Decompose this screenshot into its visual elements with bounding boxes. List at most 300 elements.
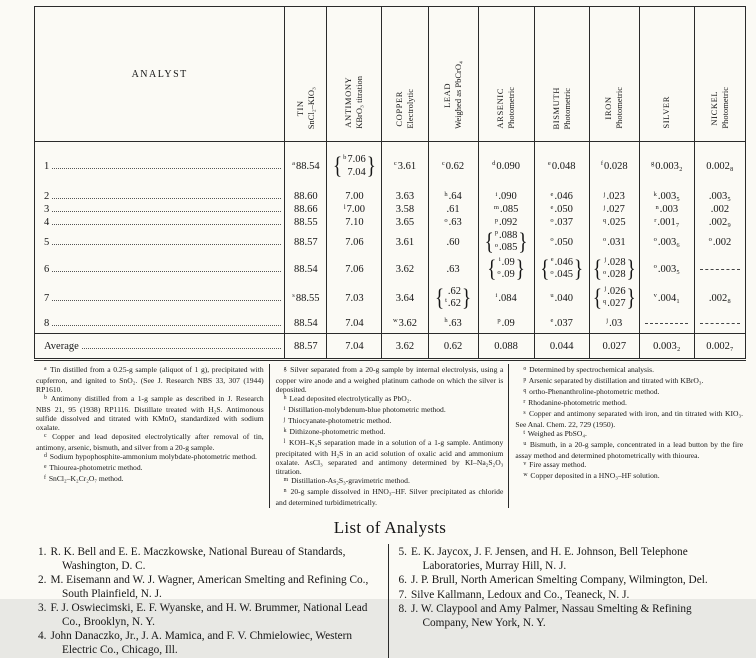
rotated-header-text [394, 89, 416, 129]
analyst-entry-number: 8. [398, 603, 407, 615]
rotated-header-text [442, 61, 464, 129]
no-value-dash [700, 269, 739, 270]
analyst-entry: 1. R. K. Bell and E. E. Maczkowske, National Bureau of Standards, Washington, D. C. [38, 546, 346, 572]
footnote-mark: l [283, 438, 286, 445]
column-method-name: Photometric [614, 87, 625, 129]
cell-value: $^p$.09 [497, 317, 515, 329]
table-header-row [35, 7, 746, 142]
footnote-mark: m [283, 476, 289, 483]
cell-value: $^j$.028 [604, 256, 626, 268]
cell-nickel [694, 203, 745, 216]
footnote-mark: e [44, 463, 47, 470]
analyst-leader-line [36, 237, 283, 248]
footnote-mark: o [550, 268, 554, 276]
cell-value: $^p$.088 [494, 229, 518, 241]
cell-value: $^h$.63 [444, 317, 462, 329]
cell-analyst [35, 190, 285, 203]
footnote-mark: b [44, 394, 47, 401]
cell-iron [589, 283, 639, 313]
footnote-mark: o [653, 263, 657, 270]
cell-value: $^p$.092 [494, 216, 518, 228]
cell-value: 0.62 [443, 340, 463, 352]
footnote-mark: g [283, 365, 287, 372]
footnote-mark: i [283, 405, 286, 412]
footnote-mark: r [654, 216, 657, 224]
footnote-mark: s [292, 292, 295, 299]
cell-iron [589, 142, 639, 191]
footnote-column-1 [34, 364, 269, 508]
analyst-number: 1 [44, 160, 50, 172]
cell-value: $^v$.004₁ [653, 292, 680, 304]
cell-value: 3.58 [395, 204, 415, 215]
footnote-mark: o [602, 236, 607, 243]
left-brace: { [332, 152, 343, 180]
cell-value: $^c$0.62 [441, 160, 465, 172]
cell-value: $^w$3.62 [392, 317, 418, 329]
cell-value: $^o$.031 [602, 236, 626, 248]
cell-antimony [327, 142, 382, 191]
cell-lead [428, 203, 478, 216]
cell-antimony [327, 313, 382, 334]
column-element-name: IRON [603, 96, 614, 120]
footnote-mark: p [523, 376, 527, 383]
pair-lines [550, 257, 573, 282]
cell-value: 3.64 [395, 292, 415, 304]
left-brace: { [592, 284, 602, 312]
footnote: $^q$ ortho-Phenanthroline-photometric method. [523, 387, 660, 396]
footnote-mark: q [523, 387, 527, 394]
footnote-mark: l [343, 203, 346, 211]
footnote: $^o$ Determined by spectrochemical analysis. [523, 365, 654, 374]
cell-analyst [35, 203, 285, 216]
cell-value: .63 [446, 263, 460, 275]
analyst-leader-line [36, 204, 283, 215]
cell-bismuth [534, 283, 589, 313]
footnote-mark: k [653, 190, 657, 198]
footnote: $^r$ Rhodanine-photometric method. [523, 398, 627, 407]
cell-copper [382, 283, 428, 313]
analyst-entry: 2. M. Eisemann and W. J. Wagner, American Smelting and Refining Co., South Plainfield, N. J. [38, 574, 369, 600]
column-element-name: ARSENIC [495, 87, 506, 129]
dotted-leader [52, 269, 281, 272]
footnote: $^w$ Copper deposited in a HNO₃–HF solution. [523, 471, 660, 480]
braced-value-pair [430, 286, 477, 310]
analyst-list-title: List of Analysts [333, 518, 447, 537]
cell-value: 88.54 [294, 317, 318, 329]
cell-value: $^c$3.61 [393, 160, 417, 172]
column-method-name: Photometric [561, 86, 572, 129]
footnote-mark: p [497, 317, 501, 324]
column-method-name: Photometric [506, 87, 517, 129]
column-element-name: LEAD [442, 82, 453, 108]
left-brace: { [487, 255, 497, 283]
analyst-leader-line [36, 293, 283, 304]
cell-value: 88.57 [294, 340, 318, 352]
cell-value: .62 [447, 286, 462, 297]
cell-arsenic [478, 255, 534, 283]
footnote: $^b$ Antimony distilled from a 1-g sample as described in J. Research NBS 21, 95 (1938) RP1116. Distillate treated with H₂S. Antimonous sulfide dissolved and titrated with KMnO₄ standardized with sodium oxalate. [36, 394, 264, 432]
cell-value: $^t$.62 [445, 297, 462, 309]
table-row [35, 203, 746, 216]
cell-copper [382, 229, 428, 255]
cell-arsenic [478, 190, 534, 203]
cell-value: .002 [710, 204, 730, 215]
cell-tin [285, 142, 327, 191]
footnote-mark: r [523, 398, 526, 405]
right-brace: } [574, 255, 584, 283]
column-header-arsenic [478, 7, 534, 142]
footnote: $^f$ SnCl₂–K₂Cr₂O₇ method. [44, 474, 124, 483]
dotted-leader [52, 242, 281, 245]
cell-value: $^j$.026 [604, 285, 626, 297]
cell-value: .60 [446, 236, 460, 248]
footnote-mark: j [604, 285, 607, 292]
cell-arsenic [478, 313, 534, 334]
cell-antimony [327, 216, 382, 229]
footnote-mark: c [44, 432, 47, 439]
table-row [35, 283, 746, 313]
footnote-mark: q [602, 216, 607, 224]
footnote-mark: o [602, 268, 607, 276]
cell-value: $^m$.085 [493, 203, 519, 215]
cell-value: 7.03 [345, 292, 364, 304]
cell-value: $^d$0.090 [492, 160, 521, 172]
cell-copper [382, 334, 428, 360]
analyst-entry: 8. J. W. Claypool and Amy Palmer, Nassau Smelting & Refining Company, New York, N. Y. [398, 603, 692, 629]
cell-copper [382, 190, 428, 203]
analyst-column-2 [388, 544, 749, 658]
cell-nickel [694, 216, 745, 229]
footnote-mark: q [602, 297, 607, 305]
right-brace: } [366, 152, 376, 180]
analysis-results-table [34, 6, 746, 361]
braced-value-pair [480, 230, 533, 255]
cell-value: $^o$.002 [708, 236, 732, 248]
left-brace: { [540, 255, 550, 283]
footnote-mark: p [494, 216, 499, 224]
cell-lead [428, 190, 478, 203]
right-brace: } [515, 255, 525, 283]
cell-silver [639, 216, 694, 229]
rotated-header-text [661, 96, 672, 129]
cell-value: $^h$.64 [444, 190, 462, 202]
rotated-header-text [603, 87, 625, 129]
right-brace: } [518, 228, 528, 256]
footnote-mark: f [600, 160, 604, 167]
cell-value: $^e$.050 [550, 203, 573, 215]
column-method-name: KBrO₃ titration [354, 76, 365, 129]
no-value-dash [645, 323, 688, 324]
analyst-entry-number: 3. [38, 602, 47, 614]
cell-iron [589, 203, 639, 216]
analyst-number: 7 [44, 292, 50, 304]
cell-value: 0.002₈ [706, 160, 734, 172]
braced-value-pair [591, 257, 638, 282]
cell-bismuth [534, 203, 589, 216]
footnote-mark: j [603, 190, 606, 198]
average-label: Average [44, 340, 79, 352]
cell-value: 0.003₂ [653, 340, 681, 352]
cell-nickel [694, 190, 745, 203]
cell-silver [639, 313, 694, 334]
cell-tin [285, 334, 327, 360]
footnote: $^s$ Copper and antimony separated with iron, and tin titrated with KIO₃. See Anal. Chem. 22, 729 (1950). [515, 409, 744, 429]
cell-analyst [35, 229, 285, 255]
footnote: $^m$ Distillation-As₂S₃-gravimetric method. [283, 476, 410, 485]
cell-bismuth [534, 229, 589, 255]
table-footnotes [34, 364, 748, 508]
pair-lines [445, 286, 461, 310]
cell-tin [285, 229, 327, 255]
cell-value: $^o$.003₅ [653, 263, 680, 275]
rotated-header-text [709, 87, 731, 129]
column-element-name: BISMUTH [550, 86, 561, 129]
cell-lead [428, 283, 478, 313]
column-method-name: Photometric [719, 87, 730, 129]
footnote-mark: n [655, 203, 659, 211]
analyst-column-1 [34, 544, 388, 658]
cell-value: $^e$.046 [550, 256, 573, 268]
analyst-number: 3 [44, 204, 50, 215]
cell-antimony [327, 229, 382, 255]
footnote-mark: h [283, 394, 287, 401]
cell-nickel [694, 255, 745, 283]
cell-iron [589, 229, 639, 255]
cell-bismuth [534, 313, 589, 334]
column-header-lead [428, 7, 478, 142]
column-element-name: NICKEL [708, 90, 719, 126]
footnote-mark: h [444, 190, 448, 198]
cell-value: 3.61 [395, 236, 415, 248]
cell-tin [285, 203, 327, 216]
table-row [35, 216, 746, 229]
cell-bismuth [534, 334, 589, 360]
footnote-mark: e [550, 317, 554, 324]
footnote-mark: m [493, 203, 499, 211]
cell-tin [285, 216, 327, 229]
analyst-number: 5 [44, 236, 50, 248]
pair-lines [343, 154, 366, 178]
cell-copper [382, 142, 428, 191]
cell-value: $^o$.09 [497, 268, 515, 280]
footnote-mark: t [523, 429, 525, 436]
footnote: $^c$ Copper and lead deposited electrolytically after removal of tin, antimony, arsenic, bismuth, and silver from a 20-g sample. [36, 432, 264, 452]
cell-lead [428, 255, 478, 283]
cell-silver [639, 142, 694, 191]
footnote-mark: e [547, 160, 551, 167]
footnote: $^a$ Tin distilled from a 0.25-g sample (aliquot of 1 g), precipitated with cupferron, and ignited to SnO₂. (See J. Research NBS 33, 307 (1944) RP1610. [36, 365, 264, 394]
footnote-mark: v [523, 460, 527, 467]
cell-value: 88.57 [294, 236, 318, 248]
cell-value: $^i$.090 [495, 190, 517, 202]
pair-lines [497, 257, 514, 282]
footnote-mark: o [550, 236, 554, 243]
cell-value: $^o$.037 [550, 216, 573, 228]
footnote-mark: f [44, 474, 46, 481]
cell-analyst [35, 313, 285, 334]
column-element-name: TIN [294, 99, 305, 116]
cell-bismuth [534, 255, 589, 283]
table-row [35, 142, 746, 191]
column-header-silver [639, 7, 694, 142]
analyst-leader-line [36, 217, 283, 228]
cell-silver [639, 334, 694, 360]
footnote-mark: d [492, 160, 496, 167]
column-header-tin [285, 7, 327, 142]
footnote: $^g$ Silver separated from a 20-g sample by internal electrolysis, using a copper wire anode and a weighed platinum cathode on which the silver is deposited. [275, 365, 504, 394]
cell-lead [428, 313, 478, 334]
footnote: $^l$ KOH–K₂S separation made in a solution of a 1-g sample. Antimony precipitated with H₂S in an acid solution of oxalic acid and ammonium oxalate. AsCl₃ separated and antimony determined by KI–Na₂S₂O₃ titration. [275, 438, 504, 476]
cell-value: $^k$.003₅ [653, 190, 680, 202]
column-method-name: Electrolytic [404, 89, 415, 129]
column-header-nickel [694, 7, 745, 142]
column-header-bismuth [534, 7, 589, 142]
cell-tin [285, 190, 327, 203]
cell-antimony [327, 334, 382, 360]
dotted-leader [52, 222, 281, 225]
footnote-mark: w [392, 317, 398, 324]
pair-lines [495, 230, 518, 255]
cell-value: $^f$0.028 [600, 160, 628, 172]
cell-nickel [694, 283, 745, 313]
table-row [35, 255, 746, 283]
cell-value: 0.027 [602, 340, 627, 352]
cell-value: 0.044 [549, 340, 574, 352]
cell-iron [589, 190, 639, 203]
footnote-mark: u [550, 292, 554, 299]
analyst-entry-number: 5. [398, 546, 407, 558]
analyst-entry: 5. E. K. Jaycox, J. F. Jensen, and H. E. Johnson, Bell Telephone Laboratories, Murray Hill, N. J. [398, 546, 688, 572]
analyst-number: 8 [44, 317, 50, 329]
table-row [35, 190, 746, 203]
cell-silver [639, 190, 694, 203]
cell-value: $^s$88.55 [292, 292, 320, 304]
cell-silver [639, 229, 694, 255]
column-method-name: Weighed as PbCrO₄ [453, 61, 464, 129]
cell-value: $^e$.046 [550, 190, 573, 202]
cell-value: 7.04 [345, 340, 364, 352]
cell-arsenic [478, 216, 534, 229]
footnote-mark: u [523, 440, 527, 447]
cell-antimony [327, 283, 382, 313]
footnote-mark: o [444, 216, 448, 224]
dotted-leader [52, 166, 281, 169]
cell-antimony [327, 255, 382, 283]
left-brace: { [484, 228, 494, 256]
table-row [35, 313, 746, 334]
dotted-leader [82, 346, 282, 349]
cell-nickel [694, 142, 745, 191]
cell-value: 7.06 [345, 236, 364, 248]
dotted-leader [52, 298, 281, 301]
cell-value: 7.04 [345, 317, 364, 329]
cell-value: $^i$.09 [498, 256, 515, 268]
footnote-column-2 [269, 364, 509, 508]
cell-iron [589, 313, 639, 334]
cell-value: $^o$.085 [494, 241, 518, 253]
cell-silver [639, 203, 694, 216]
analyst-leader-line [36, 341, 283, 352]
cell-value: 88.55 [294, 217, 318, 228]
cell-value: 88.66 [294, 204, 318, 215]
footnote: $^d$ Sodium hypophosphite-ammonium molybdate-photometric method. [44, 452, 257, 461]
footnote-mark: k [283, 427, 287, 434]
cell-tin [285, 283, 327, 313]
footnote-mark: b [343, 153, 347, 161]
rotated-header-text [551, 87, 573, 129]
cell-value: 7.00 [345, 191, 364, 202]
cell-value: $^o$.050 [550, 236, 573, 248]
cell-arsenic [478, 142, 534, 191]
footnote-mark: o [550, 216, 554, 224]
footnote-mark: a [44, 365, 47, 372]
column-header-iron [589, 7, 639, 142]
footnote-mark: o [523, 365, 527, 372]
analyst-number: 4 [44, 217, 50, 228]
footnote-mark: s [523, 409, 526, 416]
footnote-mark: g [651, 160, 655, 167]
analyst-entry-number: 4. [38, 630, 47, 642]
cell-value: 0.002₇ [706, 340, 734, 352]
dotted-leader [52, 196, 281, 199]
footnote: $^n$ 20-g sample dissolved in HNO₃–HF. Silver precipitated as chloride and determined turbidimetrically. [275, 487, 504, 507]
cell-nickel [694, 334, 745, 360]
cell-value: 7.04 [347, 166, 366, 178]
cell-value: $^o$.028 [602, 268, 626, 280]
right-brace: } [462, 284, 472, 312]
cell-antimony [327, 203, 382, 216]
cell-iron [589, 216, 639, 229]
cell-value: .002₈ [708, 292, 731, 304]
cell-value: $^l$7.00 [343, 203, 366, 215]
cell-value: 3.65 [395, 217, 415, 228]
footnote-mark: i [495, 292, 498, 299]
cell-analyst [35, 283, 285, 313]
footnote-column-3 [508, 364, 748, 508]
cell-value: $^q$.025 [602, 216, 626, 228]
cell-tin [285, 313, 327, 334]
pair-lines [603, 286, 626, 311]
braced-value-pair [480, 257, 533, 282]
analyst-entry: 6. J. P. Brull, North American Smelting Company, Wilmington, Del. [398, 574, 708, 586]
cell-tin [285, 255, 327, 283]
analyst-list [34, 544, 748, 658]
cell-arsenic [478, 203, 534, 216]
analyst-entry-number: 7. [398, 588, 407, 601]
cell-value: $^j$.027 [603, 203, 625, 215]
right-brace: } [626, 255, 636, 283]
column-header-analyst: ANALYST [35, 7, 285, 142]
rotated-header-text [495, 87, 517, 129]
footnote: $^h$ Lead deposited electrolytically as PbO₂. [283, 394, 412, 403]
cell-value: $^o$.045 [550, 268, 573, 280]
cell-analyst [35, 255, 285, 283]
cell-value: $^g$0.003₂ [651, 160, 683, 172]
cell-copper [382, 313, 428, 334]
footnote-mark: d [44, 452, 47, 459]
cell-copper [382, 203, 428, 216]
table-row [35, 229, 746, 255]
cell-bismuth [534, 190, 589, 203]
cell-value: $^i$.084 [495, 292, 517, 304]
footnote-mark: w [523, 471, 528, 478]
footnote-mark: e [550, 256, 554, 263]
analyst-entry: 3. F. J. Oswiecimski, E. F. Wyanske, and H. W. Brummer, National Lead Co., Brooklyn, N. Y. [38, 602, 368, 628]
footnote-mark: v [653, 292, 657, 299]
pair-lines [603, 257, 626, 282]
cell-value: $^o$.63 [444, 216, 462, 228]
cell-arsenic [478, 283, 534, 313]
